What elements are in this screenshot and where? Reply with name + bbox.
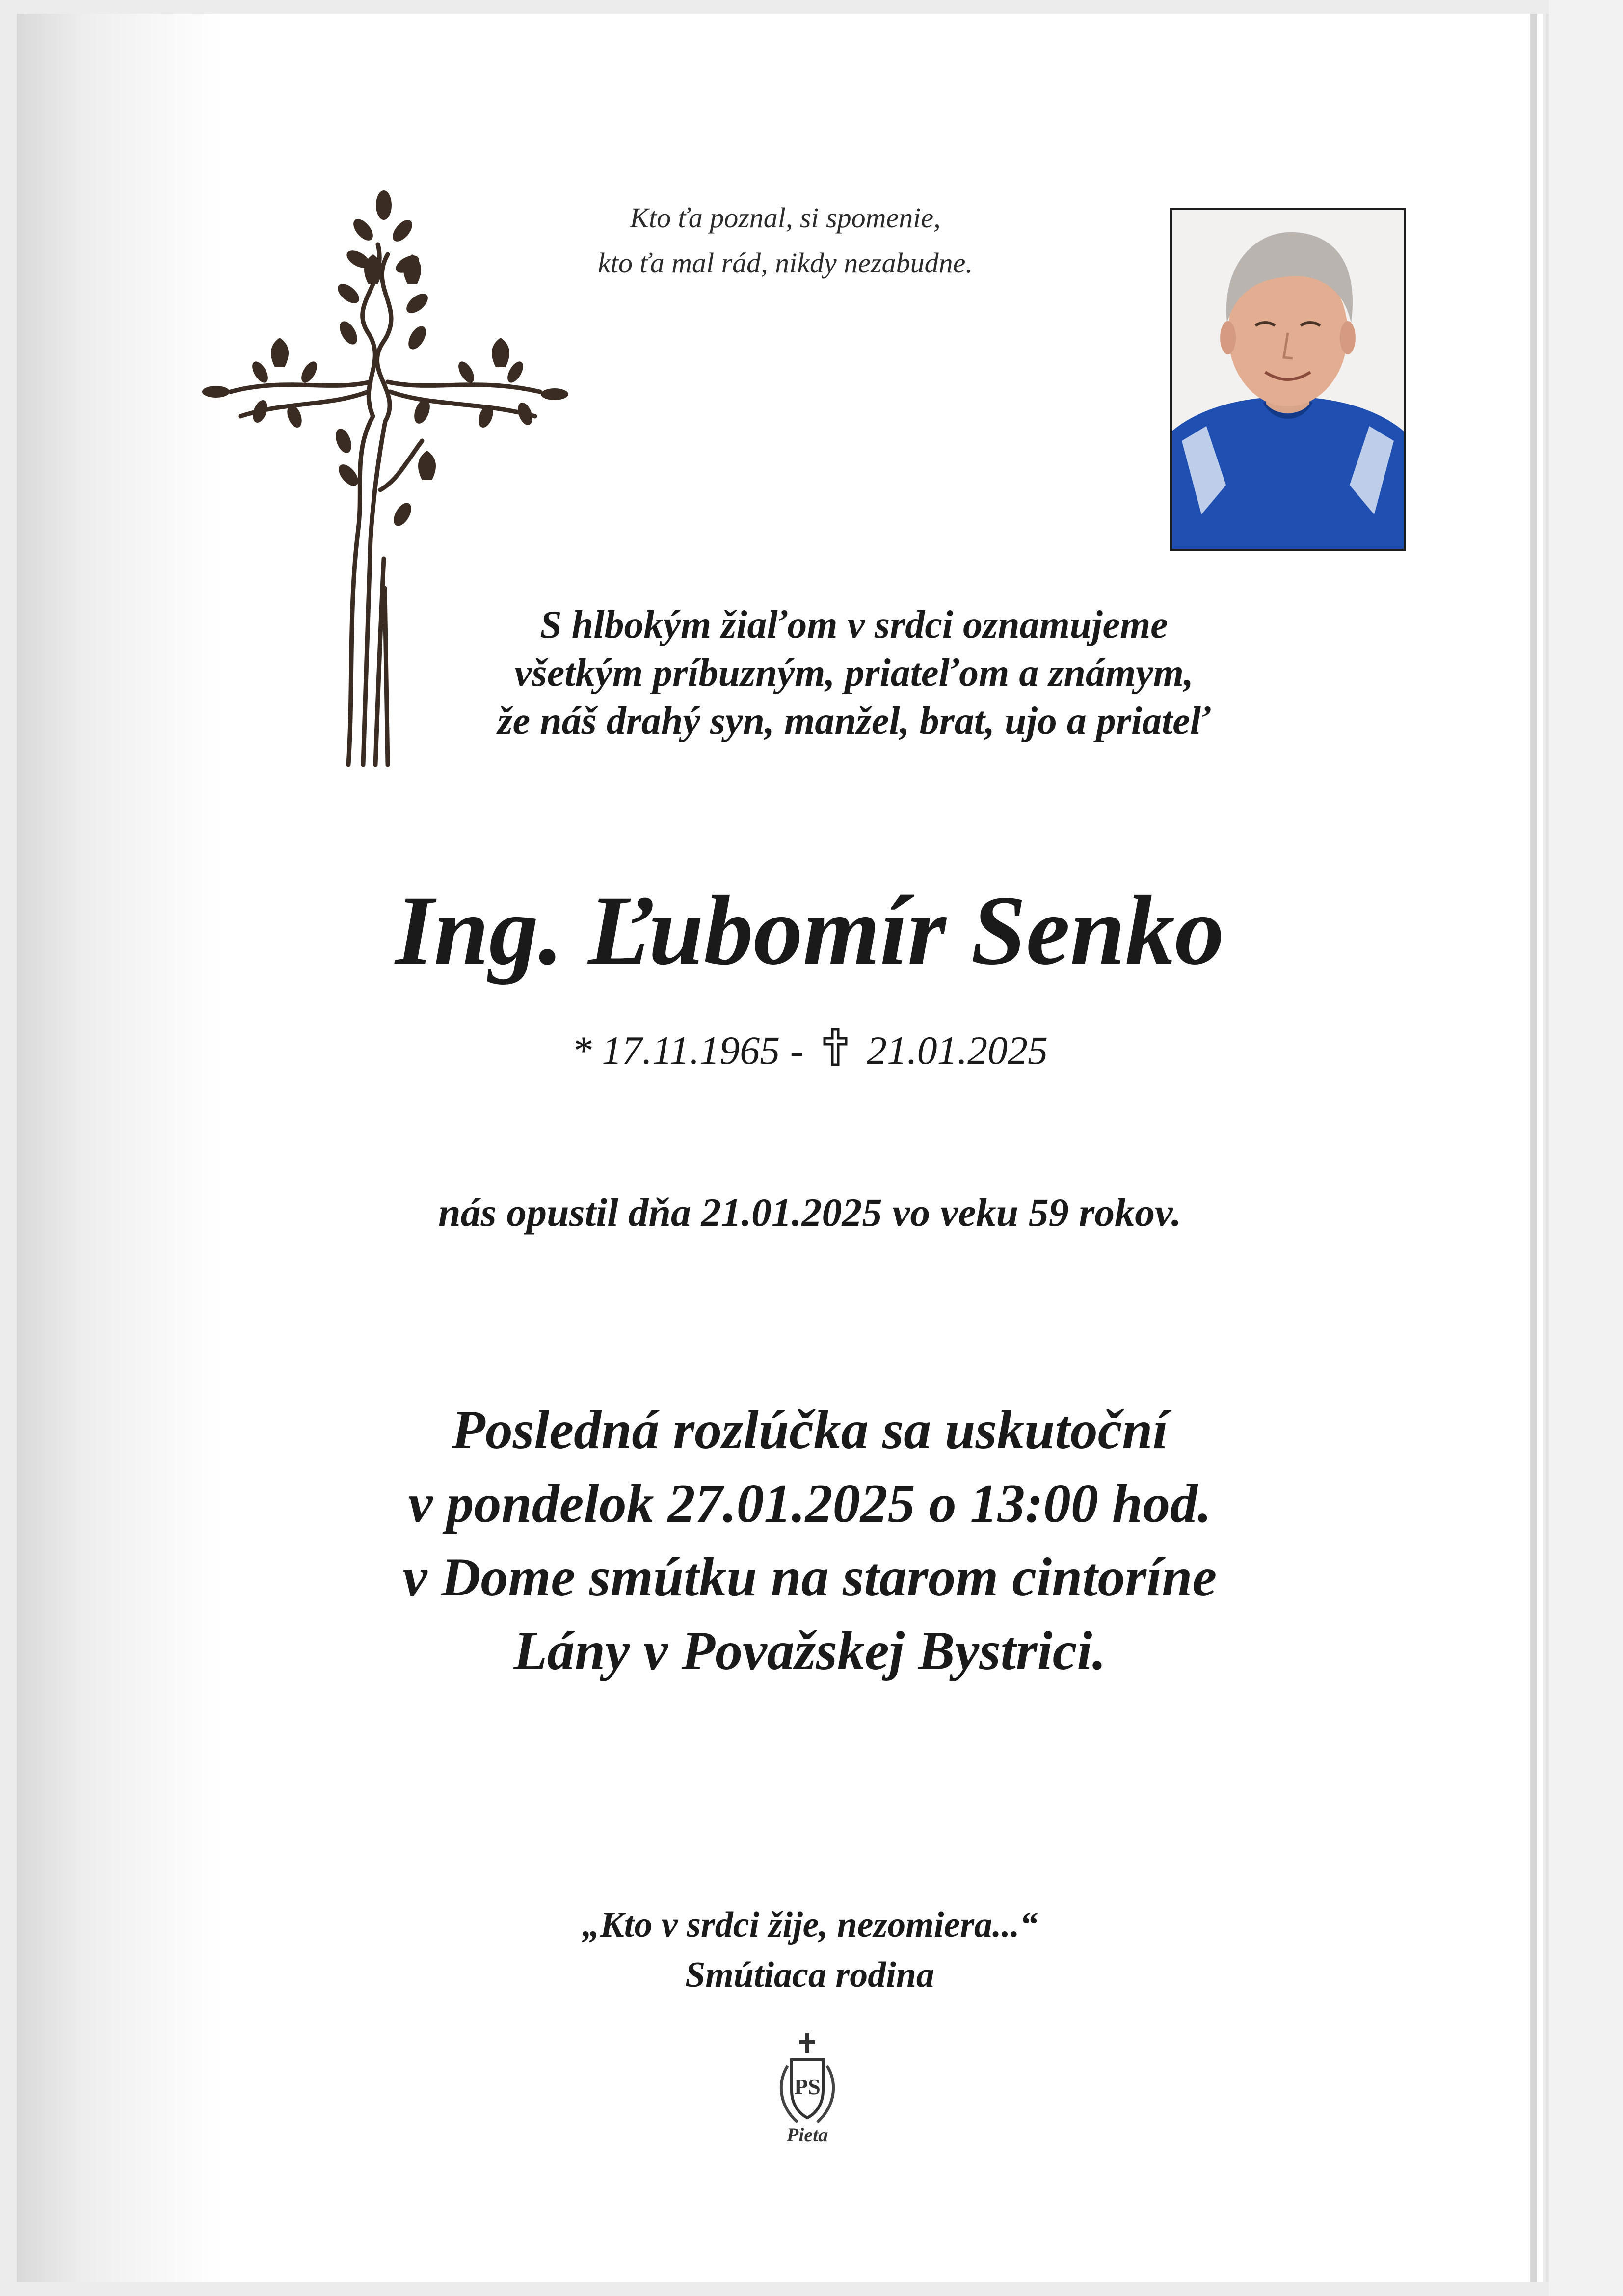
farewell-line-4: Lány v Považskej Bystrici. — [513, 1621, 1106, 1681]
svg-text:PS: PS — [794, 2074, 821, 2099]
intro-line-1: S hlbokým žiaľom v srdci oznamujeme — [540, 603, 1168, 647]
scanner-background — [1549, 0, 1623, 2296]
deceased-name: Ing. Ľubomír Senko — [395, 875, 1224, 985]
motto-line-2: kto ťa mal rád, nikdy nezabudne. — [598, 247, 973, 279]
cross-icon — [823, 1027, 848, 1078]
funeral-details — [245, 1393, 1374, 1688]
sheet-edge-secondary — [1546, 14, 1549, 2282]
life-dates — [442, 1026, 1178, 1078]
intro-line-3: že náš drahý syn, manžel, brat, ujo a priateľ — [497, 700, 1211, 743]
family-signature: Smútiaca rodina — [685, 1955, 934, 1995]
closing-block — [393, 1900, 1227, 2000]
announcement-intro — [344, 601, 1364, 745]
portrait-photo — [1170, 208, 1406, 551]
closing-quote: „Kto v srdci žije, nezomiera...“ — [582, 1905, 1038, 1945]
farewell-line-3: v Dome smútku na starom cintoríne — [402, 1547, 1217, 1608]
farewell-line-1: Posledná rozlúčka sa uskutoční — [452, 1400, 1168, 1460]
birth-date: * 17.11.1965 - — [571, 1028, 804, 1073]
sheet-edge — [1530, 14, 1537, 2282]
logo-label: Pieta — [786, 2124, 828, 2146]
farewell-line-2: v pondelok 27.01.2025 o 13:00 hod. — [408, 1473, 1212, 1534]
motto-line-1: Kto ťa poznal, si spomenie, — [630, 202, 941, 234]
passing-statement: nás opustil dňa 21.01.2025 vo veku 59 rokov. — [438, 1190, 1182, 1235]
intro-line-2: všetkým príbuzným, priateľom a známym, — [514, 651, 1194, 695]
death-date: 21.01.2025 — [867, 1028, 1048, 1073]
memorial-motto — [540, 195, 1031, 286]
